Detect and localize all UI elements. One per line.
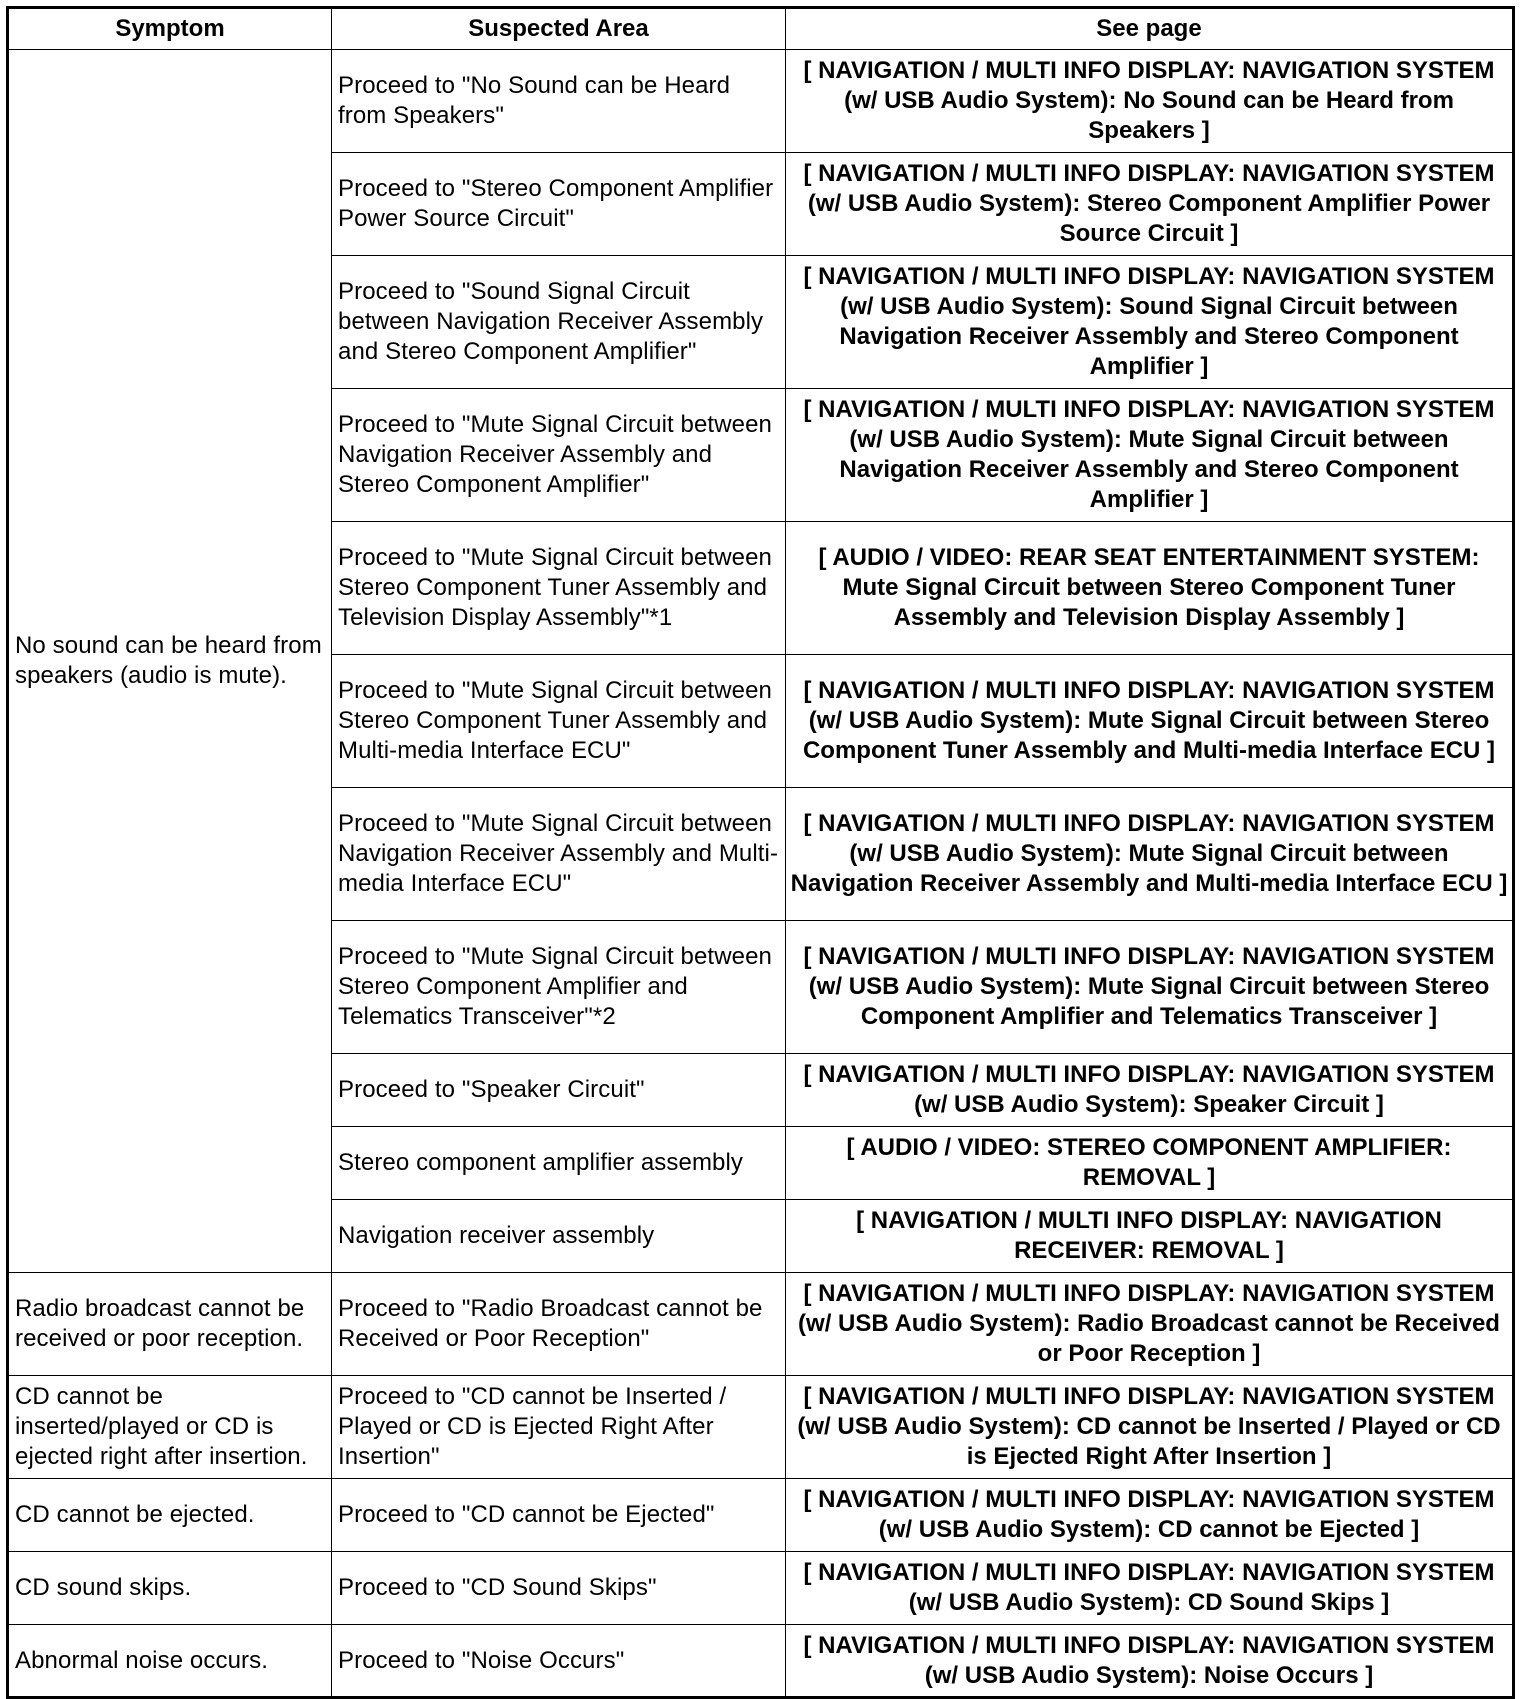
see-page-link[interactable]: [ NAVIGATION / MULTI INFO DISPLAY: NAVIGATION SYSTEM (w/ USB Audio System): Mute Signal Circuit between Stereo Component Tuner Assembly and Multi-media Interface ECU ] bbox=[786, 655, 1514, 788]
symptom-cell: Radio broadcast cannot be received or poor reception. bbox=[8, 1273, 332, 1376]
see-page-link[interactable]: [ NAVIGATION / MULTI INFO DISPLAY: NAVIGATION SYSTEM (w/ USB Audio System): Speaker Circuit ] bbox=[786, 1054, 1514, 1127]
see-page-link[interactable]: [ NAVIGATION / MULTI INFO DISPLAY: NAVIGATION SYSTEM (w/ USB Audio System): Radio Broadcast cannot be Received or Poor Reception ] bbox=[786, 1273, 1514, 1376]
header-row bbox=[8, 8, 1514, 50]
see-page-link[interactable]: [ NAVIGATION / MULTI INFO DISPLAY: NAVIGATION SYSTEM (w/ USB Audio System): Mute Signal Circuit between Navigation Receiver Assembly and Multi-media Interface ECU ] bbox=[786, 788, 1514, 921]
suspected-area-cell: Proceed to "Stereo Component Amplifier Power Source Circuit" bbox=[332, 153, 786, 256]
table-row bbox=[8, 1552, 1514, 1625]
table-body bbox=[8, 50, 1514, 1698]
header-suspected-area: Suspected Area bbox=[332, 8, 786, 50]
table-row bbox=[8, 1479, 1514, 1552]
table-row bbox=[8, 50, 1514, 153]
see-page-link[interactable]: [ AUDIO / VIDEO: STEREO COMPONENT AMPLIFIER: REMOVAL ] bbox=[786, 1127, 1514, 1200]
symptom-cell: Abnormal noise occurs. bbox=[8, 1625, 332, 1698]
see-page-link[interactable]: [ NAVIGATION / MULTI INFO DISPLAY: NAVIGATION SYSTEM (w/ USB Audio System): No Sound can be Heard from Speakers ] bbox=[786, 50, 1514, 153]
suspected-area-cell: Proceed to "Noise Occurs" bbox=[332, 1625, 786, 1698]
table-row bbox=[8, 1376, 1514, 1479]
suspected-area-cell: Proceed to "CD cannot be Ejected" bbox=[332, 1479, 786, 1552]
suspected-area-cell: Proceed to "Mute Signal Circuit between Navigation Receiver Assembly and Multi-media Interface ECU" bbox=[332, 788, 786, 921]
see-page-link[interactable]: [ NAVIGATION / MULTI INFO DISPLAY: NAVIGATION SYSTEM (w/ USB Audio System): CD cannot be Ejected ] bbox=[786, 1479, 1514, 1552]
header-see-page: See page bbox=[786, 8, 1514, 50]
see-page-link[interactable]: [ NAVIGATION / MULTI INFO DISPLAY: NAVIGATION SYSTEM (w/ USB Audio System): Sound Signal Circuit between Navigation Receiver Assembly and Stereo Component Amplifier ] bbox=[786, 256, 1514, 389]
see-page-link[interactable]: [ NAVIGATION / MULTI INFO DISPLAY: NAVIGATION SYSTEM (w/ USB Audio System): Mute Signal Circuit between Navigation Receiver Assembly and Stereo Component Amplifier ] bbox=[786, 389, 1514, 522]
see-page-link[interactable]: [ AUDIO / VIDEO: REAR SEAT ENTERTAINMENT SYSTEM: Mute Signal Circuit between Stereo Component Tuner Assembly and Television Display Assembly ] bbox=[786, 522, 1514, 655]
suspected-area-cell: Proceed to "CD Sound Skips" bbox=[332, 1552, 786, 1625]
suspected-area-cell: Navigation receiver assembly bbox=[332, 1200, 786, 1273]
suspected-area-cell: Proceed to "Mute Signal Circuit between Navigation Receiver Assembly and Stereo Component Amplifier" bbox=[332, 389, 786, 522]
suspected-area-cell: Stereo component amplifier assembly bbox=[332, 1127, 786, 1200]
suspected-area-cell: Proceed to "No Sound can be Heard from Speakers" bbox=[332, 50, 786, 153]
suspected-area-cell: Proceed to "Radio Broadcast cannot be Received or Poor Reception" bbox=[332, 1273, 786, 1376]
see-page-link[interactable]: [ NAVIGATION / MULTI INFO DISPLAY: NAVIGATION SYSTEM (w/ USB Audio System): Stereo Component Amplifier Power Source Circuit ] bbox=[786, 153, 1514, 256]
table-header bbox=[8, 8, 1514, 50]
table-row bbox=[8, 1625, 1514, 1698]
suspected-area-cell: Proceed to "Sound Signal Circuit between Navigation Receiver Assembly and Stereo Component Amplifier" bbox=[332, 256, 786, 389]
table-row bbox=[8, 1273, 1514, 1376]
header-symptom: Symptom bbox=[8, 8, 332, 50]
see-page-link[interactable]: [ NAVIGATION / MULTI INFO DISPLAY: NAVIGATION SYSTEM (w/ USB Audio System): CD cannot be Inserted / Played or CD is Ejected Right After Insertion ] bbox=[786, 1376, 1514, 1479]
suspected-area-cell: Proceed to "Speaker Circuit" bbox=[332, 1054, 786, 1127]
suspected-area-cell: Proceed to "Mute Signal Circuit between Stereo Component Amplifier and Telematics Transceiver"*2 bbox=[332, 921, 786, 1054]
symptom-cell: CD sound skips. bbox=[8, 1552, 332, 1625]
symptom-cell: No sound can be heard from speakers (audio is mute). bbox=[8, 50, 332, 1273]
suspected-area-cell: Proceed to "CD cannot be Inserted / Played or CD is Ejected Right After Insertion" bbox=[332, 1376, 786, 1479]
see-page-link[interactable]: [ NAVIGATION / MULTI INFO DISPLAY: NAVIGATION SYSTEM (w/ USB Audio System): CD Sound Skips ] bbox=[786, 1552, 1514, 1625]
symptom-table bbox=[6, 6, 1515, 1699]
suspected-area-cell: Proceed to "Mute Signal Circuit between Stereo Component Tuner Assembly and Multi-media Interface ECU" bbox=[332, 655, 786, 788]
see-page-link[interactable]: [ NAVIGATION / MULTI INFO DISPLAY: NAVIGATION RECEIVER: REMOVAL ] bbox=[786, 1200, 1514, 1273]
see-page-link[interactable]: [ NAVIGATION / MULTI INFO DISPLAY: NAVIGATION SYSTEM (w/ USB Audio System): Mute Signal Circuit between Stereo Component Amplifier and Telematics Transceiver ] bbox=[786, 921, 1514, 1054]
see-page-link[interactable]: [ NAVIGATION / MULTI INFO DISPLAY: NAVIGATION SYSTEM (w/ USB Audio System): Noise Occurs ] bbox=[786, 1625, 1514, 1698]
symptom-cell: CD cannot be inserted/played or CD is ejected right after insertion. bbox=[8, 1376, 332, 1479]
symptom-cell: CD cannot be ejected. bbox=[8, 1479, 332, 1552]
suspected-area-cell: Proceed to "Mute Signal Circuit between Stereo Component Tuner Assembly and Television Display Assembly"*1 bbox=[332, 522, 786, 655]
